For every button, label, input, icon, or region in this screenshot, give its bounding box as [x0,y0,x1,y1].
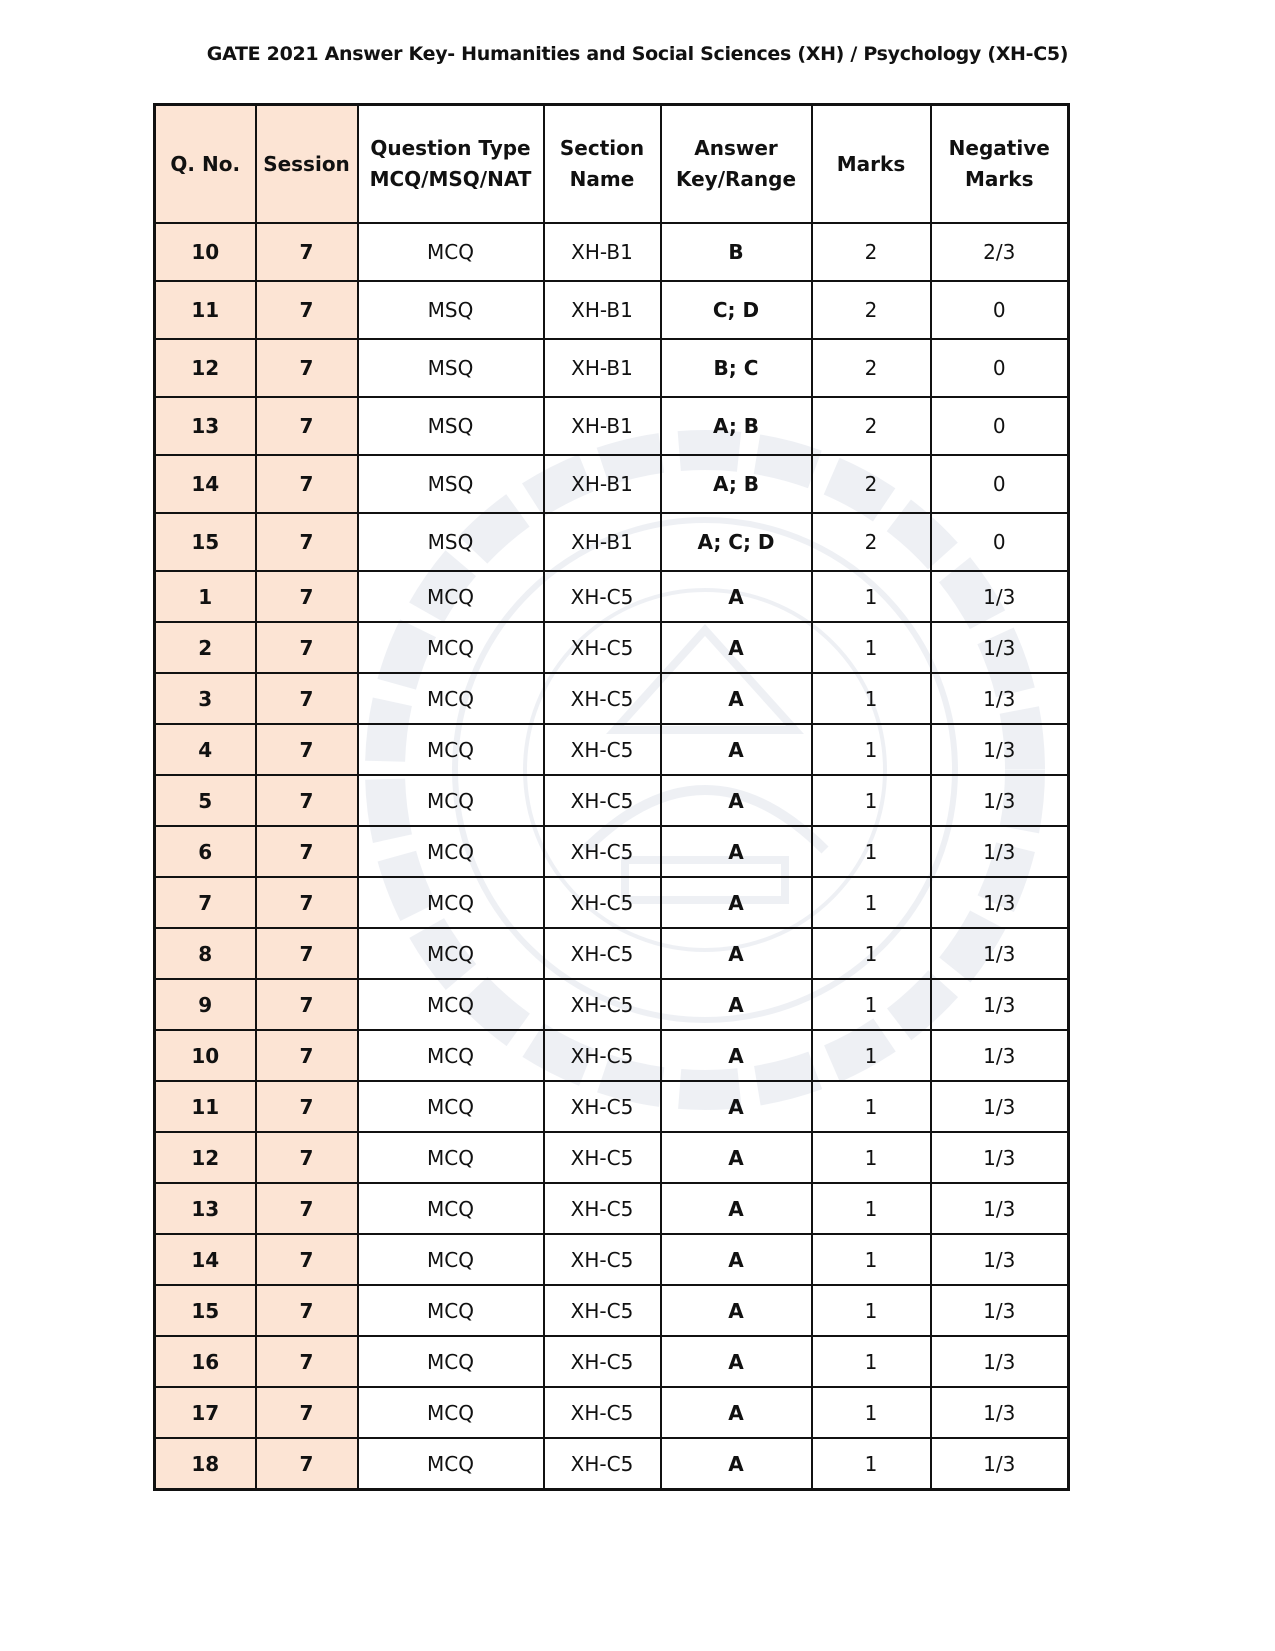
table-row [155,979,1069,1030]
table-row [155,1336,1069,1387]
table-row [155,1438,1069,1490]
table-row [155,724,1069,775]
session-cell: 7 [256,1081,358,1132]
question-type-cell: MSQ [358,281,544,339]
section-name-cell: XH-C5 [544,1081,661,1132]
answer-key-cell: A [661,1132,812,1183]
section-name-cell: XH-C5 [544,826,661,877]
table-header-row [155,105,1069,224]
marks-cell: 1 [812,1387,931,1438]
question-type-cell: MCQ [358,1387,544,1438]
table-row [155,1132,1069,1183]
answer-key-cell: A [661,1438,812,1490]
negative-marks-cell: 1/3 [931,724,1069,775]
session-cell: 7 [256,1030,358,1081]
session-cell: 7 [256,1234,358,1285]
q-no-cell: 13 [155,397,256,455]
section-name-cell: XH-C5 [544,622,661,673]
section-name-cell: XH-B1 [544,455,661,513]
marks-cell: 2 [812,223,931,281]
q-no-cell: 18 [155,1438,256,1490]
answer-key-cell: A [661,1387,812,1438]
question-type-cell: MCQ [358,724,544,775]
table-body [155,223,1069,1490]
question-type-cell: MCQ [358,673,544,724]
session-cell: 7 [256,724,358,775]
section-name-cell: XH-C5 [544,979,661,1030]
q-no-cell: 13 [155,1183,256,1234]
negative-marks-cell: 1/3 [931,1336,1069,1387]
table-row [155,928,1069,979]
session-cell: 7 [256,1132,358,1183]
session-cell: 7 [256,281,358,339]
table-row [155,1183,1069,1234]
session-cell: 7 [256,622,358,673]
q-no-cell: 3 [155,673,256,724]
section-name-cell: XH-C5 [544,1336,661,1387]
answer-key-cell: A [661,979,812,1030]
marks-cell: 1 [812,1030,931,1081]
answer-key-cell: A [661,1336,812,1387]
question-type-cell: MCQ [358,1285,544,1336]
session-cell: 7 [256,339,358,397]
q-no-cell: 15 [155,513,256,571]
section-name-cell: XH-B1 [544,513,661,571]
answer-key-cell: A [661,1234,812,1285]
section-name-cell: XH-C5 [544,877,661,928]
question-type-cell: MCQ [358,1081,544,1132]
question-type-cell: MCQ [358,775,544,826]
marks-cell: 1 [812,1132,931,1183]
section-name-cell: XH-C5 [544,928,661,979]
question-type-cell: MCQ [358,1030,544,1081]
header-session: Session [256,105,358,224]
marks-cell: 1 [812,571,931,622]
question-type-cell: MCQ [358,979,544,1030]
marks-cell: 1 [812,1336,931,1387]
table-row [155,673,1069,724]
section-name-cell: XH-C5 [544,1183,661,1234]
negative-marks-cell: 1/3 [931,1081,1069,1132]
negative-marks-cell: 0 [931,397,1069,455]
negative-marks-cell: 1/3 [931,928,1069,979]
answer-key-cell: A [661,1285,812,1336]
answer-key-cell: A [661,928,812,979]
q-no-cell: 16 [155,1336,256,1387]
page-title: GATE 2021 Answer Key- Humanities and Social Sciences (XH) / Psychology (XH-C5) [206,43,1069,65]
negative-marks-cell: 0 [931,513,1069,571]
answer-key-table [153,103,1070,1491]
question-type-cell: MCQ [358,928,544,979]
negative-marks-cell: 1/3 [931,673,1069,724]
question-type-cell: MCQ [358,223,544,281]
marks-cell: 1 [812,877,931,928]
session-cell: 7 [256,979,358,1030]
negative-marks-cell: 0 [931,281,1069,339]
table-row [155,1387,1069,1438]
marks-cell: 1 [812,1438,931,1490]
q-no-cell: 17 [155,1387,256,1438]
table-row [155,622,1069,673]
q-no-cell: 14 [155,1234,256,1285]
table-row [155,1030,1069,1081]
marks-cell: 1 [812,1183,931,1234]
session-cell: 7 [256,223,358,281]
table-row [155,223,1069,281]
table-row [155,826,1069,877]
q-no-cell: 12 [155,1132,256,1183]
negative-marks-cell: 2/3 [931,223,1069,281]
q-no-cell: 10 [155,223,256,281]
section-name-cell: XH-C5 [544,1030,661,1081]
section-name-cell: XH-B1 [544,223,661,281]
table-row [155,513,1069,571]
section-name-cell: XH-B1 [544,397,661,455]
q-no-cell: 6 [155,826,256,877]
answer-key-cell: B [661,223,812,281]
question-type-cell: MCQ [358,571,544,622]
q-no-cell: 14 [155,455,256,513]
marks-cell: 1 [812,775,931,826]
table-row [155,1285,1069,1336]
table-row [155,775,1069,826]
answer-key-cell: A [661,775,812,826]
answer-key-cell: A [661,1081,812,1132]
table-row [155,877,1069,928]
q-no-cell: 12 [155,339,256,397]
session-cell: 7 [256,1438,358,1490]
marks-cell: 1 [812,826,931,877]
q-no-cell: 2 [155,622,256,673]
question-type-cell: MCQ [358,877,544,928]
section-name-cell: XH-C5 [544,1285,661,1336]
answer-key-cell: A [661,724,812,775]
question-type-cell: MSQ [358,513,544,571]
section-name-cell: XH-C5 [544,724,661,775]
question-type-cell: MSQ [358,397,544,455]
session-cell: 7 [256,455,358,513]
section-name-cell: XH-C5 [544,1132,661,1183]
answer-key-cell: A [661,877,812,928]
negative-marks-cell: 1/3 [931,877,1069,928]
answer-key-cell: A; C; D [661,513,812,571]
answer-key-cell: A; B [661,397,812,455]
negative-marks-cell: 1/3 [931,1183,1069,1234]
negative-marks-cell: 1/3 [931,1234,1069,1285]
answer-key-cell: A [661,1030,812,1081]
question-type-cell: MSQ [358,455,544,513]
answer-key-cell: B; C [661,339,812,397]
table-row [155,397,1069,455]
answer-key-cell: A [661,673,812,724]
header-marks: Marks [812,105,931,224]
negative-marks-cell: 1/3 [931,775,1069,826]
q-no-cell: 4 [155,724,256,775]
session-cell: 7 [256,877,358,928]
negative-marks-cell: 1/3 [931,979,1069,1030]
negative-marks-cell: 1/3 [931,1285,1069,1336]
marks-cell: 1 [812,673,931,724]
negative-marks-cell: 0 [931,455,1069,513]
question-type-cell: MCQ [358,1234,544,1285]
table-row [155,455,1069,513]
marks-cell: 2 [812,513,931,571]
question-type-cell: MCQ [358,1438,544,1490]
marks-cell: 2 [812,455,931,513]
marks-cell: 1 [812,928,931,979]
marks-cell: 2 [812,281,931,339]
table-row [155,1234,1069,1285]
question-type-cell: MSQ [358,339,544,397]
section-name-cell: XH-C5 [544,571,661,622]
session-cell: 7 [256,1183,358,1234]
question-type-cell: MCQ [358,622,544,673]
session-cell: 7 [256,1336,358,1387]
answer-key-cell: A [661,571,812,622]
section-name-cell: XH-C5 [544,1234,661,1285]
question-type-cell: MCQ [358,826,544,877]
marks-cell: 1 [812,1081,931,1132]
negative-marks-cell: 1/3 [931,1030,1069,1081]
q-no-cell: 5 [155,775,256,826]
question-type-cell: MCQ [358,1132,544,1183]
marks-cell: 2 [812,397,931,455]
table-row [155,281,1069,339]
question-type-cell: MCQ [358,1183,544,1234]
q-no-cell: 11 [155,281,256,339]
session-cell: 7 [256,826,358,877]
session-cell: 7 [256,513,358,571]
negative-marks-cell: 1/3 [931,622,1069,673]
marks-cell: 2 [812,339,931,397]
q-no-cell: 15 [155,1285,256,1336]
section-name-cell: XH-B1 [544,281,661,339]
marks-cell: 1 [812,979,931,1030]
session-cell: 7 [256,571,358,622]
negative-marks-cell: 1/3 [931,1438,1069,1490]
q-no-cell: 8 [155,928,256,979]
marks-cell: 1 [812,1234,931,1285]
session-cell: 7 [256,928,358,979]
header-negative-marks: Negative Marks [931,105,1069,224]
header-q-no: Q. No. [155,105,256,224]
negative-marks-cell: 0 [931,339,1069,397]
answer-key-cell: A [661,622,812,673]
question-type-cell: MCQ [358,1336,544,1387]
section-name-cell: XH-C5 [544,1438,661,1490]
table-row [155,339,1069,397]
table-row [155,571,1069,622]
section-name-cell: XH-C5 [544,1387,661,1438]
answer-key-cell: A; B [661,455,812,513]
header-question-type: Question Type MCQ/MSQ/NAT [358,105,544,224]
session-cell: 7 [256,397,358,455]
q-no-cell: 1 [155,571,256,622]
negative-marks-cell: 1/3 [931,1387,1069,1438]
section-name-cell: XH-B1 [544,339,661,397]
table-row [155,1081,1069,1132]
header-answer-key: Answer Key/Range [661,105,812,224]
q-no-cell: 11 [155,1081,256,1132]
marks-cell: 1 [812,622,931,673]
session-cell: 7 [256,1285,358,1336]
session-cell: 7 [256,673,358,724]
marks-cell: 1 [812,1285,931,1336]
section-name-cell: XH-C5 [544,673,661,724]
q-no-cell: 9 [155,979,256,1030]
marks-cell: 1 [812,724,931,775]
q-no-cell: 7 [155,877,256,928]
negative-marks-cell: 1/3 [931,1132,1069,1183]
header-section-name: Section Name [544,105,661,224]
negative-marks-cell: 1/3 [931,571,1069,622]
answer-key-cell: C; D [661,281,812,339]
section-name-cell: XH-C5 [544,775,661,826]
negative-marks-cell: 1/3 [931,826,1069,877]
q-no-cell: 10 [155,1030,256,1081]
answer-key-cell: A [661,1183,812,1234]
session-cell: 7 [256,775,358,826]
answer-key-cell: A [661,826,812,877]
session-cell: 7 [256,1387,358,1438]
